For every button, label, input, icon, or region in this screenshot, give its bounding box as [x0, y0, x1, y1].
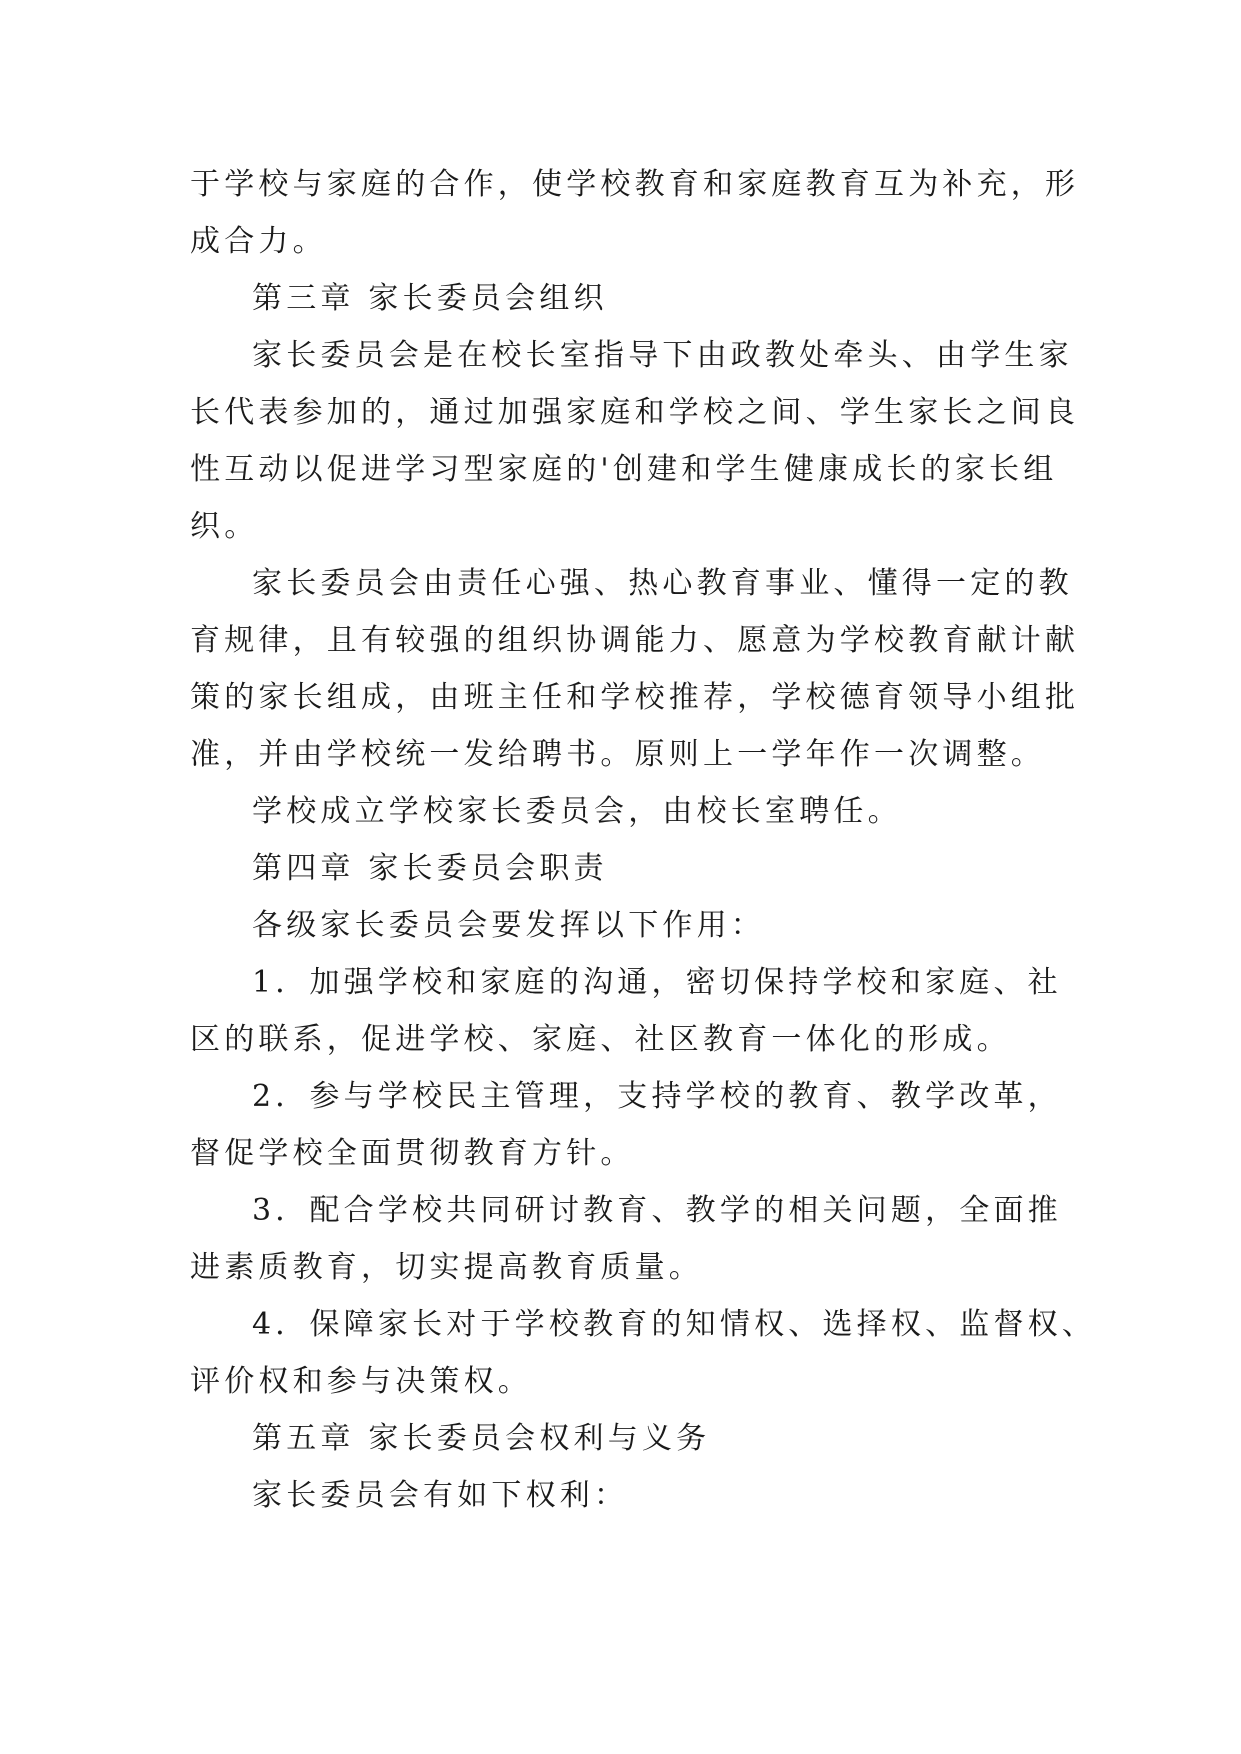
text-line: 于学校与家庭的合作，使学校教育和家庭教育互为补充，形 [190, 167, 1080, 202]
list-item: 4．保障家长对于学校教育的知情权、选择权、监督权、 [252, 1307, 1097, 1342]
text-line: 长代表参加的，通过加强家庭和学校之间、学生家长之间良 [190, 395, 1080, 430]
text-line: 准，并由学校统一发给聘书。原则上一学年作一次调整。 [190, 737, 1045, 772]
text-line: 策的家长组成，由班主任和学校推荐，学校德育领导小组批 [190, 680, 1080, 715]
list-item: 2．参与学校民主管理，支持学校的教育、教学改革， [252, 1079, 1062, 1114]
text-line: 家长委员会由责任心强、热心教育事业、懂得一定的教 [252, 566, 1073, 601]
text-line: 育规律，且有较强的组织协调能力、愿意为学校教育献计献 [190, 623, 1080, 658]
list-item: 3．配合学校共同研讨教育、教学的相关问题，全面推 [252, 1193, 1062, 1228]
text-line: 区的联系，促进学校、家庭、社区教育一体化的形成。 [190, 1022, 1011, 1057]
chapter-heading: 第五章 家长委员会权利与义务 [252, 1421, 711, 1456]
text-line: 学校成立学校家长委员会，由校长室聘任。 [252, 794, 902, 829]
text-line: 家长委员会是在校长室指导下由政教处牵头、由学生家 [252, 338, 1073, 373]
text-line: 评价权和参与决策权。 [190, 1364, 532, 1399]
text-line: 各级家长委员会要发挥以下作用： [252, 908, 765, 943]
chapter-heading: 第三章 家长委员会组织 [252, 281, 608, 316]
text-line: 织。 [190, 509, 259, 544]
chapter-heading: 第四章 家长委员会职责 [252, 851, 608, 886]
text-line: 督促学校全面贯彻教育方针。 [190, 1136, 635, 1171]
text-line: 进素质教育，切实提高教育质量。 [190, 1250, 703, 1285]
text-line: 成合力。 [190, 224, 327, 259]
list-item: 1．加强学校和家庭的沟通，密切保持学校和家庭、社 [252, 965, 1062, 1000]
text-line: 家长委员会有如下权利： [252, 1478, 629, 1513]
text-line: 性互动以促进学习型家庭的'创建和学生健康成长的家长组 [190, 452, 1058, 487]
